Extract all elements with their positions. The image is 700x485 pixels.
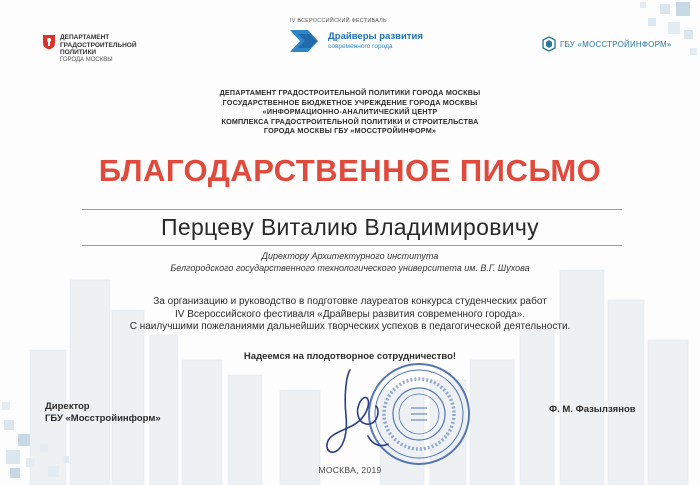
signatory-title-line1: Директор [45,401,90,412]
signature [316,366,396,458]
festival-logo-name: Драйверы развития [328,31,423,42]
organization-block [0,88,700,136]
mosstroyinform-logo-text: ГБУ «МОССТРОЙИНФОРМ» [560,40,672,49]
department-logo-line2: ГРАДОСТРОИТЕЛЬНОЙ ПОЛИТИКИ [60,41,137,56]
letter-body [0,296,700,334]
festival-arrow-logo-icon [290,28,324,54]
organization-line-2: ГОСУДАРСТВЕННОЕ БЮДЖЕТНОЕ УЧРЕЖДЕНИЕ ГОРОДА МОСКВЫ [222,97,478,107]
signatory-title [45,401,161,425]
mosstroy-cube-logo-icon [542,36,556,52]
body-line-3: С наилучшими пожеланиями дальнейших творческих успехов в педагогической деятельности. [129,321,571,333]
moscow-coat-of-arms-icon [42,34,56,50]
body-line-2: IV Всероссийского фестиваля «Драйверы развития современного города». [174,308,526,320]
recipient-position-line2: Белгородского государственного технологического университета им. В.Г. Шухова [170,263,530,273]
closing-line: Надеемся на плодотворное сотрудничество! [243,351,457,362]
recipient-position-line1: Директору Архитектурного института [261,251,439,261]
organization-line-1: ДЕПАРТАМЕНТ ГРАДОСТРОИТЕЛЬНОЙ ПОЛИТИКИ ГОРОДА МОСКВЫ [219,88,481,97]
recipient-position [0,250,700,274]
organization-line-5: ГОРОДА МОСКВЫ ГБУ «МОССТРОЙИНФОРМ» [263,126,437,136]
letter-title: БЛАГОДАРСТВЕННОЕ ПИСЬМО [98,153,602,188]
signatory-name: Ф. М. Фазылзянов [549,404,636,415]
organization-line-4: КОМПЛЕКСА ГРАДОСТРОИТЕЛЬНОЙ ПОЛИТИКИ И СТРОИТЕЛЬСТВА [221,116,479,126]
recipient-underline [82,209,622,210]
organization-line-3: «ИНФОРМАЦИОННО-АНАЛИТИЧЕСКИЙ ЦЕНТР [262,107,438,117]
mosstroyinform-logo [542,36,672,56]
festival-logo [290,18,430,60]
department-logo-line3: ГОРОДА МОСКВЫ [60,56,113,63]
place-date: МОСКВА, 2019 [318,465,382,475]
recipient-name: Перцеву Виталию Владимировичу [161,214,539,240]
festival-logo-top: IV ВСЕРОССИЙСКИЙ ФЕСТИВАЛЬ [290,18,387,24]
recipient-rule-bottom [82,245,622,246]
body-line-1: За организацию и руководство в подготовке лауреатов конкурса студенческих работ [153,296,547,307]
festival-logo-sub: современного города [328,43,393,50]
department-logo-line1: ДЕПАРТАМЕНТ [60,34,110,41]
signatory-title-line2: ГБУ «Мосстройинформ» [45,413,161,424]
department-logo [42,34,152,62]
